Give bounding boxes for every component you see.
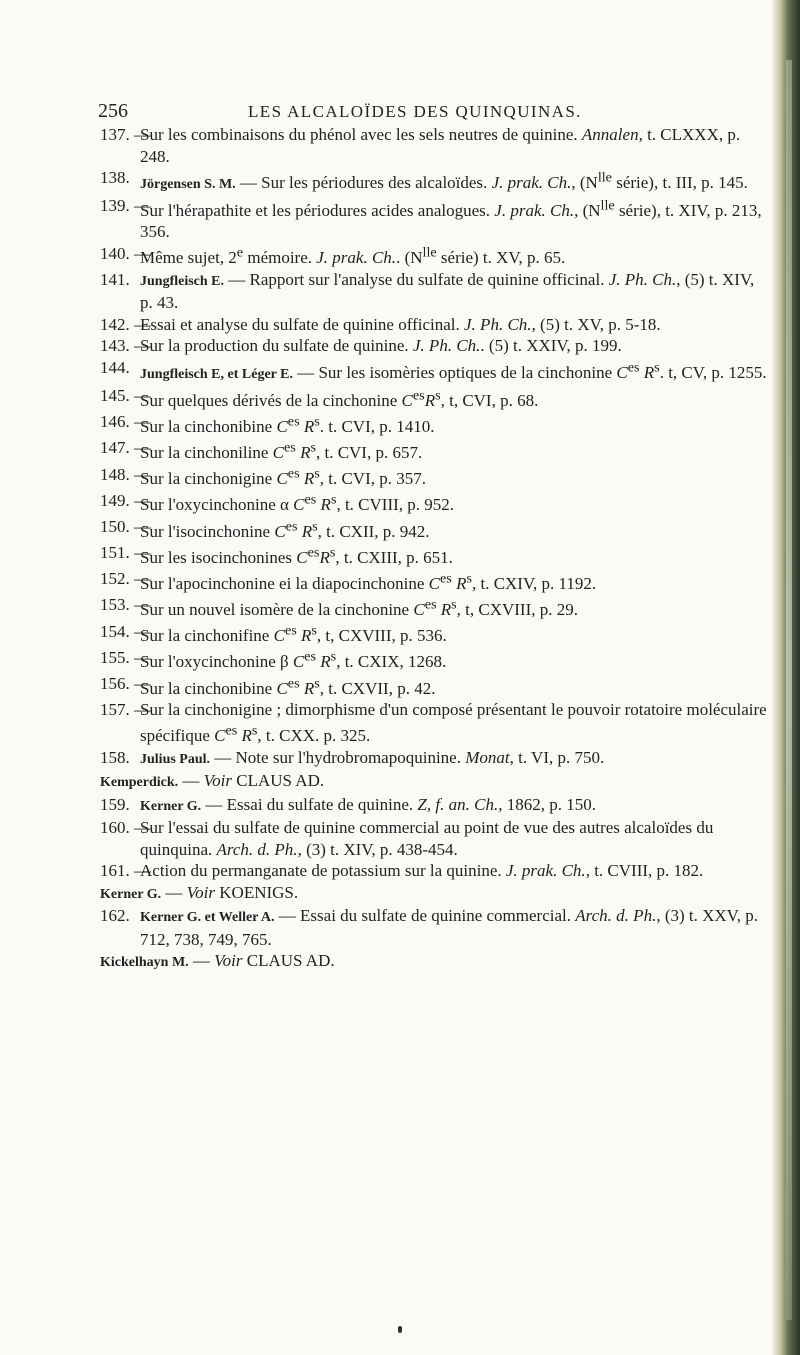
entry-number: 162. [100, 906, 130, 926]
bibliography-entry [100, 314, 768, 336]
bibliography-entry [100, 167, 768, 195]
bibliography-entry [100, 411, 768, 437]
entry-text: Julius Paul. — Note sur l'hydrobromapoquinine. Monat, t. VI, p. 750. [140, 747, 605, 767]
entry-text: Sur l'hérapathite et les périodures acides analogues. J. prak. Ch., ($N^{lle}$ série), t. XIV, p. 213, 356. [140, 197, 762, 242]
entry-text: Sur les combinaisons du phénol avec les sels neutres de quinine. Annalen, t. CLXXX, p. 248. [140, 125, 741, 166]
entry-number: 140. — [100, 243, 151, 263]
bibliography-entry [100, 594, 768, 620]
bibliography-entry [100, 490, 768, 516]
entry-number: 159. [100, 794, 130, 814]
entry-text: Sur l'apocinchonine ei la diapocinchonine $C^{es}$ $R^s$, t. CXIV, p. 1192. [140, 570, 597, 593]
entry-number: 152. — [100, 569, 151, 589]
bibliography-entry [100, 568, 768, 594]
entry-text: Sur quelques dérivés de la cinchonine $C^{es}R^s$, t, CVI, p. 68. [140, 387, 539, 410]
bibliography-entry [100, 817, 768, 860]
entry-text: Jörgensen S. M. — Sur les périodures des alcaloïdes. J. prak. Ch., ($N^{lle}$ série), t. III, p. 145. [140, 169, 748, 192]
entry-number: 154. — [100, 621, 151, 641]
entry-number: 153. — [100, 595, 151, 615]
entry-text: Action du permanganate de potassium sur la quinine. J. prak. Ch., t. CVIII, p. 182. [140, 861, 704, 881]
entry-text: Sur l'isocinchonine $C^{es}$ $R^s$, t. CXII, p. 942. [140, 517, 430, 541]
entry-text: Sur l'essai du sulfate de quinine commercial au point de vue des autres alcaloïdes du quinquina. Arch. d. Ph., (3) t. XIV, p. 438-454. [140, 818, 714, 859]
page-edge-highlight [786, 60, 792, 1320]
entry-number: 147. — [100, 438, 151, 458]
bibliography-entry [100, 673, 768, 699]
bibliography-entry [100, 516, 768, 542]
bibliography-entry [100, 647, 768, 673]
entry-text: Sur la cinchonibine $C^{es}$ $R^s$, t. CXVII, p. 42. [140, 674, 436, 698]
entry-text: Essai et analyse du sulfate de quinine officinal. J. Ph. Ch., (5) t. XV, p. 5-18. [140, 314, 661, 334]
entry-text: Sur la production du sulfate de quinine. J. Ph. Ch.. (5) t. XXIV, p. 199. [140, 336, 622, 356]
entry-number: 144. [100, 357, 130, 377]
entry-text: Jungfleisch E. — Rapport sur l'analyse du sulfate de quinine officinal. J. Ph. Ch., (5) t. XIV, p. 43. [140, 269, 755, 313]
entry-text: Sur la cinchonifine $C^{es}$ $R^s$, t, CXVIII, p. 536. [140, 622, 447, 646]
bibliography-entry [100, 243, 768, 269]
bibliography-entry [100, 385, 768, 411]
bibliography-entry [100, 860, 768, 882]
bibliography-entry [100, 437, 768, 463]
running-title: LES ALCALOÏDES DES QUINQUINAS. [248, 102, 582, 121]
entry-text: Sur les isocinchonines $C^{es}R^s$, t. CXIII, p. 651. [140, 544, 453, 567]
entry-number: 138. [100, 168, 130, 187]
bibliography-entry [100, 357, 768, 385]
entry-number: 161. — [100, 861, 151, 881]
entry-number: 160. — [100, 818, 151, 838]
bibliography-entry [100, 269, 768, 314]
entry-text: Sur la cinchonigine ; dimorphisme d'un composé présentant le pouvoir rotatoire moléculaire spécifique $C^{es}$ $R^s$, t. CXX. p. 325. [140, 700, 767, 746]
bibliography-entry [100, 882, 768, 906]
entry-number: 148. — [100, 464, 151, 484]
entry-text: Sur la cinchoniline $C^{es}$ $R^s$, t. CVI, p. 657. [140, 439, 423, 463]
entry-number: 143. — [100, 336, 151, 356]
entry-number: 158. [100, 747, 130, 767]
entry-text: Kemperdick. — Voir CLAUS AD. [100, 771, 325, 791]
bibliography-entry [100, 699, 768, 747]
entry-number: 139. — [100, 196, 151, 216]
ink-mark [398, 1326, 402, 1333]
entry-text: Kickelhayn M. — Voir CLAUS AD. [100, 951, 335, 971]
page-number: 256 [98, 100, 128, 122]
entry-number: 157. — [100, 700, 151, 719]
entry-text: Kerner G. — Essai du sulfate de quinine. Z, f. an. Ch., 1862, p. 150. [140, 794, 596, 814]
entry-number: 137. — [100, 125, 151, 144]
entry-text: Jungfleisch E, et Léger E. — Sur les isomèries optiques de la cinchonine $C^{es}$ $R^s$. t, CV, p. 1255. [140, 358, 767, 382]
bibliography-entry [100, 794, 768, 818]
bibliography-entry [100, 621, 768, 647]
entry-number: 141. [100, 269, 130, 289]
entry-text: Kerner G. — Voir KOENIGS. [100, 882, 299, 902]
bibliography-entry [100, 770, 768, 794]
bibliography-entry [100, 124, 768, 167]
entry-number: 150. — [100, 516, 151, 536]
entry-number: 151. — [100, 543, 151, 563]
entry-text: Sur la cinchonibine $C^{es}$ $R^s$. t. CVI, p. 1410. [140, 413, 435, 436]
entry-number: 146. — [100, 412, 151, 432]
bibliography-entry [100, 464, 768, 490]
bibliography-entry [100, 950, 768, 974]
bibliography-entry [100, 542, 768, 568]
entry-text: Même sujet, 2e mémoire. J. prak. Ch.. ($N^{lle}$ série) t. XV, p. 65. [140, 244, 566, 268]
entry-number: 156. — [100, 673, 151, 693]
entry-number: 155. — [100, 647, 151, 667]
bibliography-entry [100, 335, 768, 357]
bibliography-entry [100, 905, 768, 950]
entry-text: Sur un nouvel isomère de la cinchonine $C^{es}$ $R^s$, t, CXVIII, p. 29. [140, 596, 579, 620]
entry-text: Sur l'oxycinchonine β $C^{es}$ $R^s$, t. CXIX, 1268. [140, 648, 447, 672]
entry-text: Kerner G. et Weller A. — Essai du sulfate de quinine commercial. Arch. d. Ph., (3) t. XXV, p. 712, 738, 749, 765. [140, 906, 759, 949]
entry-text: Sur la cinchonigine $C^{es}$ $R^s$, t. CVI, p. 357. [140, 465, 426, 489]
bibliography-list [100, 124, 768, 974]
entry-number: 142. — [100, 314, 151, 334]
bibliography-entry [100, 195, 768, 243]
entry-text: Sur l'oxycinchonine α $C^{es}$ $R^s$, t. CVIII, p. 952. [140, 491, 455, 515]
bibliography-entry [100, 747, 768, 771]
entry-number: 149. — [100, 490, 151, 510]
entry-number: 145. — [100, 386, 151, 406]
